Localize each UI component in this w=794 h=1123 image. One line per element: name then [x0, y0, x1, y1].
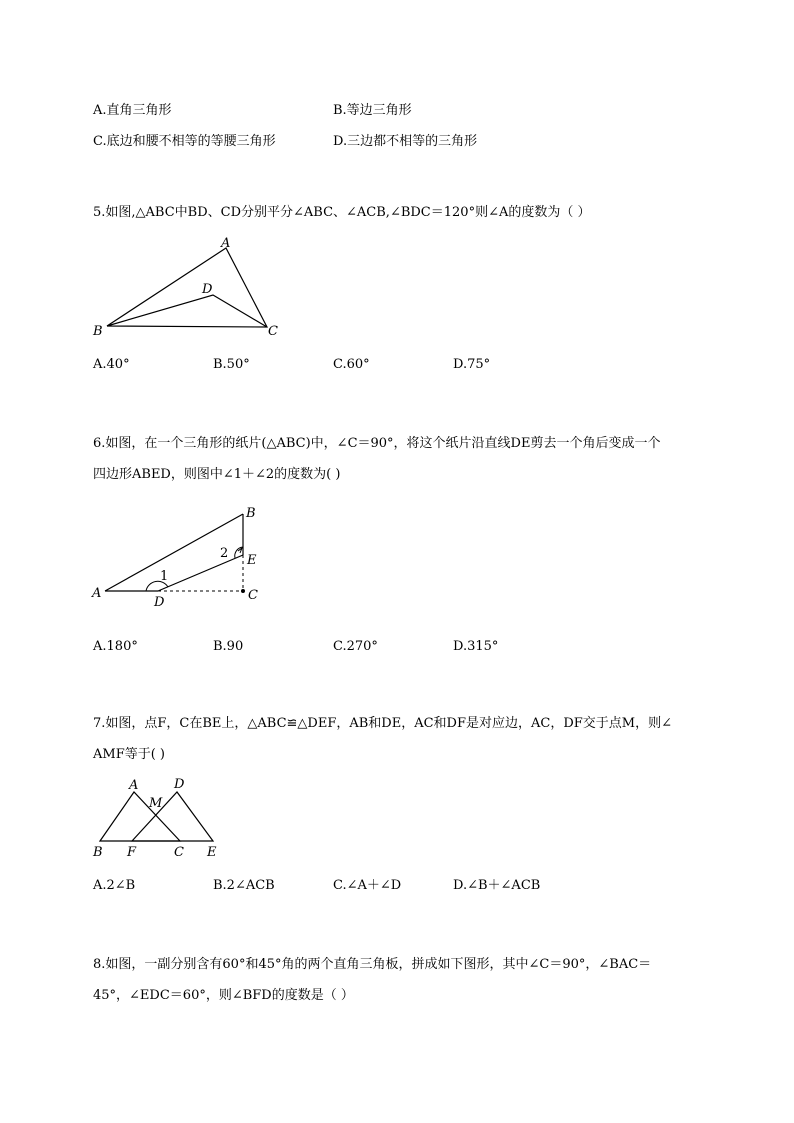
q6-stem-line-2: 四边形ABED，则图中∠1＋∠2的度数为( ) [93, 467, 341, 482]
q7-label-d: D [174, 777, 185, 792]
q4-option-a: A.直角三角形 [93, 103, 172, 118]
q4-option-d: D.三边都不相等的三角形 [333, 134, 478, 149]
q6-figure [90, 505, 280, 615]
q5-option-d: D.75° [453, 357, 491, 372]
q6-option-d: D.315° [453, 639, 499, 654]
q6-option-a: A.180° [93, 639, 138, 654]
q7-option-d: D.∠B＋∠ACB [453, 878, 541, 893]
q7-label-c: C [174, 845, 184, 860]
q5-option-a: A.40° [93, 357, 130, 372]
q7-option-b: B.2∠ACB [213, 878, 275, 893]
q6-label-d: D [154, 595, 165, 610]
q4-option-c: C.底边和腰不相等的等腰三角形 [93, 134, 276, 149]
q5-label-c: C [268, 324, 278, 339]
q5-label-d: D [202, 282, 213, 297]
q7-triangle-abc [100, 792, 180, 841]
q7-stem-line-2: AMF等于( ) [93, 747, 165, 762]
q5-option-c: C.60° [333, 357, 370, 372]
q5-label-b: B [93, 324, 103, 339]
q5-triangle-abc [107, 248, 267, 327]
q6-option-c: C.270° [333, 639, 378, 654]
q8-stem-line-2: 45°，∠EDC＝60°，则∠BFD的度数是（ ） [93, 988, 354, 1003]
q7-option-a: A.2∠B [93, 878, 136, 893]
q6-label-c: C [248, 588, 258, 603]
q7-label-e: E [207, 845, 217, 860]
q4-option-b: B.等边三角形 [333, 103, 412, 118]
q7-label-b: B [93, 845, 103, 860]
q5-label-a: A [221, 236, 231, 251]
q6-label-2: 2 [220, 546, 229, 561]
q7-stem-line-1: 7.如图，点F，C在BE上，△ABC≌△DEF，AB和DE，AC和DF是对应边，AC，DF交于点M，则∠ [93, 716, 672, 731]
q8-stem-line-1: 8.如图，一副分别含有60°和45°角的两个直角三角板，拼成如下图形，其中∠C＝90°，∠BAC＝ [93, 957, 652, 972]
q6-label-a: A [92, 586, 102, 601]
q7-figure [90, 775, 230, 865]
q6-label-1: 1 [160, 569, 169, 584]
q6-option-b: B.90 [213, 639, 244, 654]
q7-label-f: F [127, 845, 137, 860]
q7-option-c: C.∠A＋∠D [333, 878, 402, 893]
q6-cut-de [158, 555, 243, 591]
q5-segments-bd-dc [107, 295, 267, 327]
q6-label-b: B [246, 506, 256, 521]
q7-label-m: M [149, 796, 163, 811]
q5-option-b: B.50° [213, 357, 250, 372]
q6-label-e: E [247, 553, 257, 568]
q5-stem: 5.如图,△ABC中BD、CD分别平分∠ABC、∠ACB,∠BDC＝120°则∠A的度数为（ ） [93, 205, 591, 220]
q7-label-a: A [129, 778, 139, 793]
q5-figure [90, 235, 290, 355]
q6-stem-line-1: 6.如图，在一个三角形的纸片(△ABC)中，∠C＝90°，将这个纸片沿直线DE剪去一个角后变成一个 [93, 436, 661, 451]
q6-point-c [241, 589, 245, 593]
